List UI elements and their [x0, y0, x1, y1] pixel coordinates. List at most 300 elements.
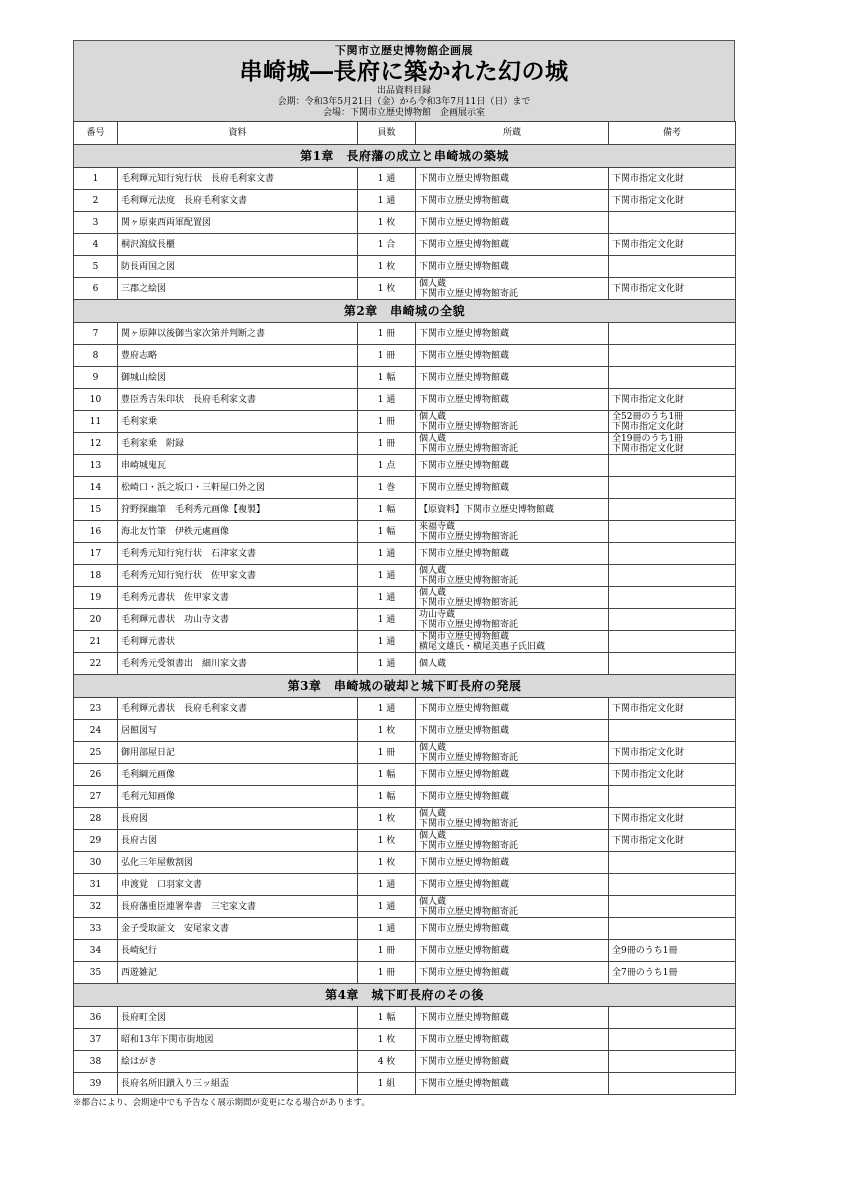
item-owner [416, 764, 609, 786]
item-number: 5 [74, 256, 118, 278]
chapter-row [74, 300, 736, 323]
table-row [74, 720, 736, 742]
item-name: 毛利秀元知行宛行状 佐甲家文書 [118, 565, 358, 587]
owner-line: 下関市立歴史博物館蔵 [419, 967, 510, 978]
item-number: 32 [74, 896, 118, 918]
item-note [609, 808, 736, 830]
item-name: 毛利輝元法度 長府毛利家文書 [118, 190, 358, 212]
table-row [74, 852, 736, 874]
item-note [609, 389, 736, 411]
note-line: 全52冊のうち1冊 [612, 411, 684, 422]
item-note [609, 433, 736, 455]
note-line: 下関市指定文化財 [612, 813, 685, 824]
item-owner [416, 720, 609, 742]
item-name: 長府古図 [118, 830, 358, 852]
table-row [74, 234, 736, 256]
item-owner [416, 587, 609, 609]
item-name: 長府藩重臣連署奉書 三宅家文書 [118, 896, 358, 918]
item-number: 23 [74, 698, 118, 720]
item-number: 37 [74, 1029, 118, 1051]
item-owner [416, 874, 609, 896]
item-quantity: 1 冊 [358, 411, 416, 433]
table-row [74, 499, 736, 521]
item-quantity: 1 通 [358, 918, 416, 940]
item-quantity: 1 幅 [358, 764, 416, 786]
table-row [74, 653, 736, 675]
item-name: 毛利輝元知行宛行状 長府毛利家文書 [118, 168, 358, 190]
table-row [74, 521, 736, 543]
table-row [74, 786, 736, 808]
catalog-sheet [73, 40, 735, 1109]
item-number: 31 [74, 874, 118, 896]
column-header-note: 備考 [609, 122, 736, 145]
item-name: 長府図 [118, 808, 358, 830]
item-name: 防長両国之図 [118, 256, 358, 278]
owner-line: 【原資料】下関市立歴史博物館蔵 [419, 504, 555, 515]
item-quantity: 1 冊 [358, 345, 416, 367]
item-quantity: 1 枚 [358, 256, 416, 278]
item-name: 居館図写 [118, 720, 358, 742]
item-owner [416, 808, 609, 830]
item-note [609, 256, 736, 278]
item-note [609, 477, 736, 499]
item-quantity: 1 通 [358, 874, 416, 896]
column-header-item: 資料 [118, 122, 358, 145]
column-header-owner: 所蔵 [416, 122, 609, 145]
owner-line: 下関市立歴史博物館蔵 [419, 372, 510, 383]
item-note [609, 345, 736, 367]
owner-line: 個人蔵 [419, 742, 447, 753]
owner-line: 個人蔵 [419, 565, 447, 576]
table-row [74, 587, 736, 609]
note-line: 全9冊のうち1冊 [612, 945, 678, 956]
owner-line: 下関市立歴史博物館蔵 [419, 769, 510, 780]
item-quantity: 1 幅 [358, 1007, 416, 1029]
owner-line: 個人蔵 [419, 433, 447, 444]
item-quantity: 1 冊 [358, 962, 416, 984]
item-owner [416, 389, 609, 411]
item-name: 毛利元知画像 [118, 786, 358, 808]
table-row [74, 543, 736, 565]
chapter-row [74, 675, 736, 698]
item-quantity: 1 冊 [358, 742, 416, 764]
item-note [609, 278, 736, 300]
owner-line: 下関市立歴史博物館蔵 [419, 631, 510, 642]
catalog-body [74, 145, 736, 1095]
item-note [609, 896, 736, 918]
note-line: 下関市指定文化財 [612, 239, 685, 250]
item-owner [416, 786, 609, 808]
item-owner [416, 698, 609, 720]
item-number: 3 [74, 212, 118, 234]
item-number: 22 [74, 653, 118, 675]
item-note [609, 631, 736, 653]
item-number: 19 [74, 587, 118, 609]
owner-line: 下関市立歴史博物館寄託 [419, 531, 519, 542]
chapter-title: 第1章 長府藩の成立と串崎城の築城 [74, 145, 736, 168]
note-line: 下関市指定文化財 [612, 703, 685, 714]
item-number: 28 [74, 808, 118, 830]
table-row [74, 323, 736, 345]
owner-line: 下関市立歴史博物館蔵 [419, 1034, 510, 1045]
item-name: 豊府志略 [118, 345, 358, 367]
item-note [609, 852, 736, 874]
owner-line: 下関市立歴史博物館蔵 [419, 1012, 510, 1023]
item-number: 7 [74, 323, 118, 345]
owner-line: 下関市立歴史博物館寄託 [419, 840, 519, 851]
item-quantity: 1 枚 [358, 278, 416, 300]
item-quantity: 1 冊 [358, 323, 416, 345]
table-row [74, 345, 736, 367]
item-name: 串崎城鬼瓦 [118, 455, 358, 477]
item-owner [416, 940, 609, 962]
chapter-row [74, 145, 736, 168]
item-number: 33 [74, 918, 118, 940]
item-name: 絵はがき [118, 1051, 358, 1073]
table-row [74, 918, 736, 940]
item-name: 毛利家乗 [118, 411, 358, 433]
item-owner [416, 499, 609, 521]
chapter-title: 第2章 串崎城の全貌 [74, 300, 736, 323]
chapter-row [74, 984, 736, 1007]
owner-line: 下関市立歴史博物館蔵 [419, 945, 510, 956]
note-line: 下関市指定文化財 [612, 747, 685, 758]
owner-line: 下関市立歴史博物館蔵 [419, 195, 510, 206]
table-row [74, 808, 736, 830]
item-quantity: 1 通 [358, 631, 416, 653]
note-line: 下関市指定文化財 [612, 173, 685, 184]
item-owner [416, 1007, 609, 1029]
footnote: ※都合により、会期途中でも予告なく展示期間が変更になる場合があります。 [73, 1098, 370, 1108]
owner-line: 下関市立歴史博物館寄託 [419, 575, 519, 586]
owner-line: 個人蔵 [419, 808, 447, 819]
item-number: 12 [74, 433, 118, 455]
table-row [74, 631, 736, 653]
item-number: 6 [74, 278, 118, 300]
item-quantity: 1 通 [358, 565, 416, 587]
item-owner [416, 234, 609, 256]
item-owner [416, 631, 609, 653]
item-note [609, 720, 736, 742]
item-number: 34 [74, 940, 118, 962]
owner-line: 下関市立歴史博物館蔵 [419, 703, 510, 714]
item-owner [416, 278, 609, 300]
item-name: 金子受取証文 安尾家文書 [118, 918, 358, 940]
item-number: 18 [74, 565, 118, 587]
item-note [609, 190, 736, 212]
table-row [74, 367, 736, 389]
item-owner [416, 653, 609, 675]
table-row [74, 565, 736, 587]
item-quantity: 1 枚 [358, 212, 416, 234]
exhibition-venue: 会場：下関市立歴史博物館 企画展示室 [322, 108, 485, 118]
chapter-title: 第4章 城下町長府のその後 [74, 984, 736, 1007]
item-note [609, 411, 736, 433]
owner-line: 下関市立歴史博物館寄託 [419, 597, 519, 608]
item-number: 25 [74, 742, 118, 764]
item-owner [416, 190, 609, 212]
table-row [74, 411, 736, 433]
item-quantity: 1 通 [358, 190, 416, 212]
item-number: 4 [74, 234, 118, 256]
table-row [74, 874, 736, 896]
item-name: 長府町全図 [118, 1007, 358, 1029]
table-row [74, 962, 736, 984]
item-owner [416, 345, 609, 367]
note-line: 全19冊のうち1冊 [612, 433, 684, 444]
item-name: 関ヶ原東西両軍配置図 [118, 212, 358, 234]
item-note [609, 1007, 736, 1029]
owner-line: 功山寺蔵 [419, 609, 456, 620]
table-row [74, 742, 736, 764]
item-quantity: 1 幅 [358, 521, 416, 543]
item-owner [416, 742, 609, 764]
owner-line: 下関市立歴史博物館蔵 [419, 328, 510, 339]
item-number: 2 [74, 190, 118, 212]
note-line: 全7冊のうち1冊 [612, 967, 678, 978]
item-owner [416, 1029, 609, 1051]
item-owner [416, 565, 609, 587]
table-row [74, 256, 736, 278]
item-owner [416, 455, 609, 477]
item-owner [416, 411, 609, 433]
item-number: 29 [74, 830, 118, 852]
catalog-header [73, 40, 735, 121]
item-note [609, 1051, 736, 1073]
owner-line: 下関市立歴史博物館蔵 [419, 482, 510, 493]
item-note [609, 1073, 736, 1095]
catalog-subtitle: 出品資料目録 [376, 86, 431, 96]
owner-line: 下関市立歴史博物館蔵 [419, 217, 510, 228]
item-name: 御用部屋日記 [118, 742, 358, 764]
item-owner [416, 1073, 609, 1095]
table-row [74, 190, 736, 212]
item-owner [416, 256, 609, 278]
item-name: 海北友竹筆 伊秩元處画像 [118, 521, 358, 543]
item-owner [416, 323, 609, 345]
item-owner [416, 1051, 609, 1073]
owner-line: 下関市立歴史博物館蔵 [419, 725, 510, 736]
item-note [609, 830, 736, 852]
table-row [74, 433, 736, 455]
item-owner [416, 168, 609, 190]
item-owner [416, 896, 609, 918]
table-row [74, 830, 736, 852]
note-line: 下関市指定文化財 [612, 769, 685, 780]
owner-line: 下関市立歴史博物館蔵 [419, 394, 510, 405]
owner-line: 下関市立歴史博物館蔵 [419, 548, 510, 559]
item-name: 関ヶ原陣以後御当家次第并判断之書 [118, 323, 358, 345]
owner-line: 下関市立歴史博物館寄託 [419, 288, 519, 299]
owner-line: 個人蔵 [419, 587, 447, 598]
item-number: 11 [74, 411, 118, 433]
table-row [74, 1007, 736, 1029]
item-name: 豊臣秀吉朱印状 長府毛利家文書 [118, 389, 358, 411]
item-owner [416, 962, 609, 984]
table-row [74, 168, 736, 190]
note-line: 下関市指定文化財 [612, 443, 685, 454]
column-header-number: 番号 [74, 122, 118, 145]
item-quantity: 1 組 [358, 1073, 416, 1095]
item-note [609, 653, 736, 675]
owner-line: 下関市立歴史博物館蔵 [419, 239, 510, 250]
owner-line: 下関市立歴史博物館寄託 [419, 906, 519, 917]
table-row [74, 896, 736, 918]
item-number: 36 [74, 1007, 118, 1029]
item-number: 38 [74, 1051, 118, 1073]
table-row [74, 698, 736, 720]
table-row [74, 1073, 736, 1095]
item-note [609, 455, 736, 477]
owner-line: 下関市立歴史博物館蔵 [419, 879, 510, 890]
item-name: 毛利家乗 附録 [118, 433, 358, 455]
owner-line: 下関市立歴史博物館寄託 [419, 619, 519, 630]
table-row [74, 455, 736, 477]
item-quantity: 1 枚 [358, 720, 416, 742]
item-owner [416, 918, 609, 940]
item-quantity: 1 枚 [358, 852, 416, 874]
item-number: 20 [74, 609, 118, 631]
item-quantity: 1 幅 [358, 367, 416, 389]
item-note [609, 1029, 736, 1051]
owner-line: 下関市立歴史博物館寄託 [419, 818, 519, 829]
item-number: 30 [74, 852, 118, 874]
item-quantity: 1 枚 [358, 808, 416, 830]
table-row [74, 940, 736, 962]
item-name: 長崎紀行 [118, 940, 358, 962]
note-line: 下関市指定文化財 [612, 421, 685, 432]
item-number: 39 [74, 1073, 118, 1095]
item-quantity: 1 幅 [358, 786, 416, 808]
item-quantity: 1 通 [358, 609, 416, 631]
owner-line: 下関市立歴史博物館寄託 [419, 752, 519, 763]
item-name: 申渡覚 口羽家文書 [118, 874, 358, 896]
owner-line: 下関市立歴史博物館蔵 [419, 261, 510, 272]
item-name: 三郡之絵図 [118, 278, 358, 300]
table-row [74, 1051, 736, 1073]
item-number: 27 [74, 786, 118, 808]
table-row [74, 278, 736, 300]
owner-line: 下関市立歴史博物館蔵 [419, 460, 510, 471]
item-name: 松崎口・浜之坂口・三軒屋口外之図 [118, 477, 358, 499]
exhibition-period: 会期：令和3年5月21日（金）から令和3年7月11日（日）まで [277, 97, 531, 107]
item-quantity: 4 枚 [358, 1051, 416, 1073]
catalog-table [73, 121, 736, 1095]
item-number: 13 [74, 455, 118, 477]
table-row [74, 1029, 736, 1051]
item-name: 御城山絵図 [118, 367, 358, 389]
owner-line: 横尾文雄氏・横尾美惠子氏旧蔵 [419, 641, 546, 652]
item-quantity: 1 冊 [358, 433, 416, 455]
note-line: 下関市指定文化財 [612, 195, 685, 206]
item-name: 毛利輝元書状 長府毛利家文書 [118, 698, 358, 720]
item-number: 9 [74, 367, 118, 389]
item-name: 西遊雑記 [118, 962, 358, 984]
owner-line: 下関市立歴史博物館蔵 [419, 923, 510, 934]
item-number: 14 [74, 477, 118, 499]
item-quantity: 1 巻 [358, 477, 416, 499]
item-note [609, 918, 736, 940]
table-row [74, 477, 736, 499]
item-owner [416, 212, 609, 234]
item-note [609, 940, 736, 962]
item-name: 毛利綱元画像 [118, 764, 358, 786]
item-number: 24 [74, 720, 118, 742]
table-row [74, 764, 736, 786]
item-number: 1 [74, 168, 118, 190]
item-quantity: 1 冊 [358, 940, 416, 962]
item-note [609, 587, 736, 609]
item-quantity: 1 点 [358, 455, 416, 477]
item-owner [416, 852, 609, 874]
column-header-quantity: 員数 [358, 122, 416, 145]
item-note [609, 742, 736, 764]
owner-line: 個人蔵 [419, 411, 447, 422]
item-quantity: 1 枚 [358, 1029, 416, 1051]
item-note [609, 212, 736, 234]
organizer-label: 下関市立歴史博物館企画展 [335, 44, 473, 57]
item-note [609, 565, 736, 587]
owner-line: 下関市立歴史博物館蔵 [419, 350, 510, 361]
item-number: 35 [74, 962, 118, 984]
item-number: 17 [74, 543, 118, 565]
item-name: 昭和13年下関市街地図 [118, 1029, 358, 1051]
item-name: 毛利輝元書状 [118, 631, 358, 653]
item-number: 26 [74, 764, 118, 786]
item-quantity: 1 通 [358, 587, 416, 609]
item-note [609, 609, 736, 631]
item-number: 21 [74, 631, 118, 653]
item-note [609, 367, 736, 389]
owner-line: 下関市立歴史博物館蔵 [419, 173, 510, 184]
item-note [609, 521, 736, 543]
item-note [609, 962, 736, 984]
note-line: 下関市指定文化財 [612, 283, 685, 294]
table-row [74, 212, 736, 234]
owner-line: 個人蔵 [419, 896, 447, 907]
table-row [74, 389, 736, 411]
item-owner [416, 433, 609, 455]
item-name: 毛利秀元受領書出 細川家文書 [118, 653, 358, 675]
exhibition-title: 串崎城―長府に築かれた幻の城 [239, 58, 569, 85]
item-quantity: 1 合 [358, 234, 416, 256]
item-number: 15 [74, 499, 118, 521]
item-note [609, 499, 736, 521]
item-quantity: 1 通 [358, 896, 416, 918]
item-name: 毛利秀元知行宛行状 石津家文書 [118, 543, 358, 565]
item-quantity: 1 通 [358, 543, 416, 565]
owner-line: 下関市立歴史博物館蔵 [419, 791, 510, 802]
chapter-title: 第3章 串崎城の破却と城下町長府の発展 [74, 675, 736, 698]
owner-line: 下関市立歴史博物館蔵 [419, 1078, 510, 1089]
item-name: 弘化三年屋敷割図 [118, 852, 358, 874]
item-note [609, 543, 736, 565]
item-owner [416, 477, 609, 499]
item-owner [416, 367, 609, 389]
item-name: 桐沢瀉紋長櫃 [118, 234, 358, 256]
owner-line: 個人蔵 [419, 278, 447, 289]
item-quantity: 1 通 [358, 168, 416, 190]
item-number: 10 [74, 389, 118, 411]
owner-line: 下関市立歴史博物館蔵 [419, 1056, 510, 1067]
item-name: 長府名所旧蹟入り三ッ組盃 [118, 1073, 358, 1095]
item-owner [416, 543, 609, 565]
item-name: 毛利輝元書状 功山寺文書 [118, 609, 358, 631]
item-name: 毛利秀元書状 佐甲家文書 [118, 587, 358, 609]
item-quantity: 1 幅 [358, 499, 416, 521]
item-owner [416, 521, 609, 543]
owner-line: 個人蔵 [419, 658, 447, 669]
